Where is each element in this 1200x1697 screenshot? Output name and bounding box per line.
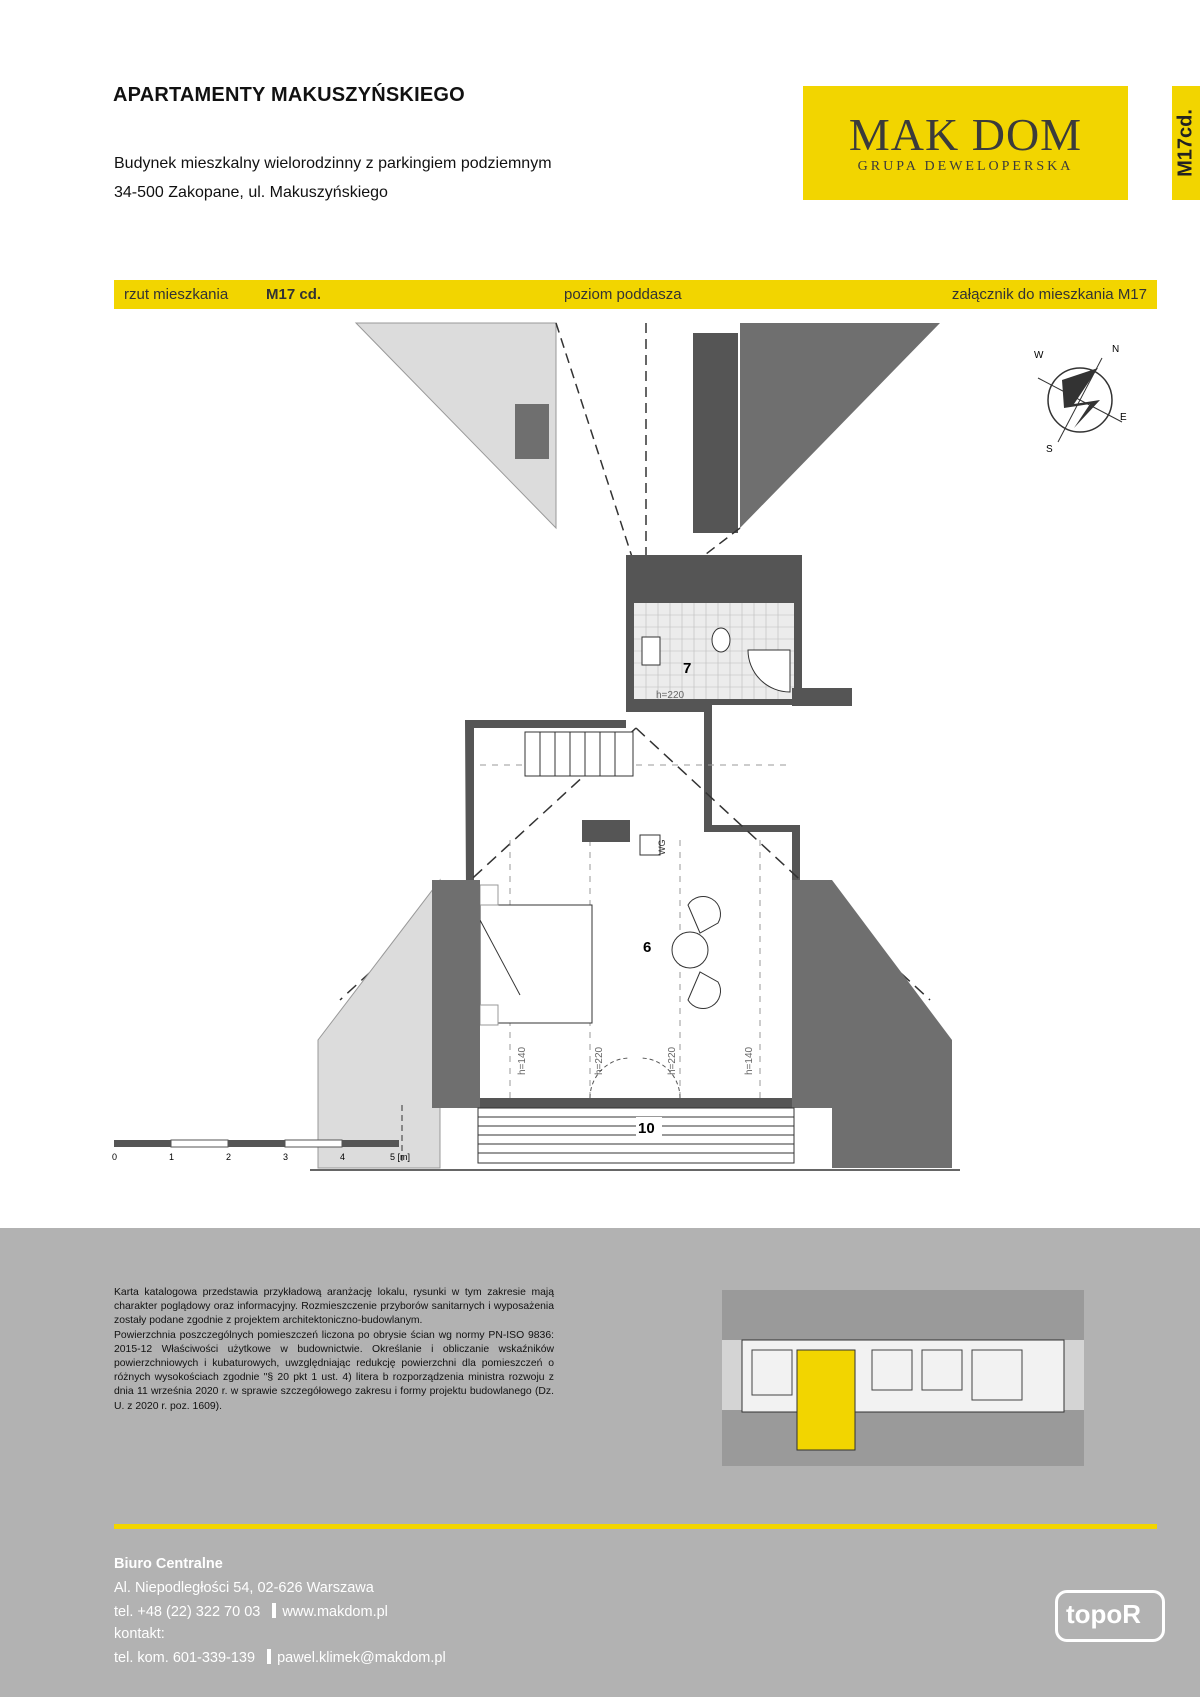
wg-label: WG [657,839,667,855]
room-label-6: 6 [643,939,652,956]
project-title: APARTAMENTY MAKUSZYŃSKIEGO [113,84,465,106]
office-website-link[interactable]: www.makdom.pl [282,1604,388,1620]
office-heading: Biuro Centralne [114,1556,223,1572]
band-level: poziom poddasza [564,286,682,303]
height-label-bath: h=220 [656,690,685,701]
room-label-7: 7 [683,660,692,677]
table [672,932,708,968]
roof-left [318,880,440,1168]
compass [1034,344,1127,455]
staircase [525,732,633,776]
project-address: 34-500 Zakopane, ul. Makuszyńskiego [114,184,388,201]
office-email-link[interactable]: pawel.klimek@makdom.pl [277,1650,446,1666]
scale-tick-1: 1 [169,1152,175,1162]
topor-logo-text: topoR [1066,1599,1142,1629]
logo-sub-text: GRUPA DEWELOPERSKA [857,159,1074,174]
topor-logo [1055,1590,1165,1642]
scale-tick-3: 3 [283,1152,289,1162]
scale-tick-2: 2 [226,1152,232,1162]
compass-e: E [1120,412,1127,423]
toilet [712,628,730,652]
disclaimer [114,1286,554,1414]
scale-tick-4: 4 [340,1152,346,1162]
sink [642,637,660,665]
office-address: Al. Niepodległości 54, 02-626 Warszawa [114,1580,374,1596]
wall-top-right [693,333,738,533]
scale-tick-0: 0 [112,1152,118,1162]
key-plan-unit-highlight [797,1350,855,1450]
office-contact-line [114,1603,388,1620]
unit-side-tab-label: M17cd. [1174,109,1197,177]
height-label-3: h=220 [667,1046,678,1075]
height-label-1: h=140 [517,1046,528,1075]
office-mobile-line [114,1649,446,1666]
room-label-10: 10 [638,1120,655,1137]
project-subtitle: Budynek mieszkalny wielorodzinny z parkingiem podziemnym [114,155,552,172]
disclaimer-paragraph-2: Powierzchnia poszczególnych pomieszczeń liczona po obrysie ścian wg normy PN-ISO 9836: 2015-12 Właściwości użytkowe w budownictwie. Określanie i obliczanie wskaźników powierzchniowych i kubaturowych, uwzględniając redukcję powierzchni dla pomieszczeń o różnych wysokościach zgodnie "§ 20 pkt 1 ust. 4) litera b rozporządzenia ministra rozwoju z dnia 11 września 2020 r. w sprawie szczegółowego zakresu i formy projektu budowlanego (Dz. U. z 2020 r. poz. 1609). [114,1329,554,1412]
band-attachment: załącznik do mieszkania M17 [951,286,1147,303]
scale-tick-5: 5 [m] [390,1152,411,1162]
compass-n: N [1112,344,1120,355]
roof-right [832,880,952,1168]
band-unit: M17 cd. [266,286,322,303]
disclaimer-paragraph-1: Karta katalogowa przedstawia przykładową aranżację lokalu, rysunki w tym zakresie mają charakter poglądowy oraz informacyjny. Rozmieszczenie przyborów sanitarnych i wyposażenia zostały podane zgodnie z projektem architektoniczno-budowlanym. [114,1287,554,1327]
building-key-plan [722,1290,1084,1466]
separator [272,1603,276,1618]
compass-w: W [1034,350,1044,361]
footer-divider [114,1524,1157,1529]
separator [267,1649,271,1664]
band-prefix: rzut mieszkania [124,286,229,303]
height-label-2: h=220 [594,1046,605,1075]
compass-s: S [1046,444,1053,455]
roof-window-top-left [515,404,549,459]
office-phone: tel. +48 (22) 322 70 03 [114,1604,261,1620]
height-label-4: h=140 [744,1046,755,1075]
contact-label: kontakt: [114,1626,165,1642]
roof-top-right [740,323,940,528]
logo-main-text: MAK DOM [848,109,1083,160]
office-mobile: tel. kom. 601-339-139 [114,1650,256,1666]
